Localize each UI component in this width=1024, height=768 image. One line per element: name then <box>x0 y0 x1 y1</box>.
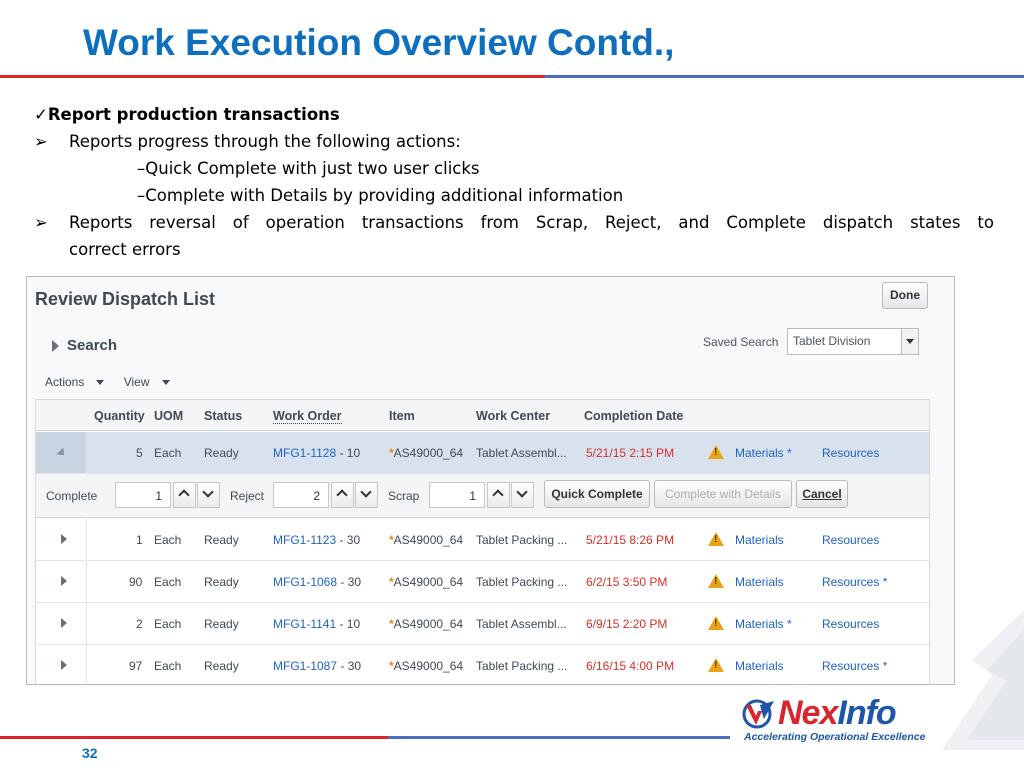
review-dispatch-screenshot <box>26 276 955 685</box>
bullet-heading-text: Report production transactions <box>47 105 340 124</box>
warning-icon <box>708 532 724 546</box>
status-cell: Ready <box>204 617 239 631</box>
logo-nex: Nex <box>778 694 838 732</box>
expand-triangle-icon <box>52 340 59 352</box>
row-collapse-toggle[interactable] <box>36 432 87 473</box>
search-disclosure[interactable] <box>52 337 117 354</box>
bullet-item-text: Reports progress through the following actions: <box>69 132 461 151</box>
caret-down-icon <box>96 380 104 385</box>
nexinfo-logo <box>742 694 946 746</box>
chevron-down-icon[interactable] <box>197 482 220 508</box>
table-row[interactable] <box>36 432 929 474</box>
item-marker: * <box>389 533 394 547</box>
caret-down-icon <box>162 380 170 385</box>
work-order-link[interactable]: MFG1-1123 <box>273 533 337 547</box>
work-order-link[interactable]: MFG1-1141 <box>273 617 337 631</box>
uom-cell: Each <box>154 533 182 547</box>
resources-link[interactable]: Resources * <box>822 659 888 673</box>
item-cell <box>389 659 463 673</box>
scrap-quantity-input[interactable]: 1 <box>429 482 485 508</box>
chevron-up-icon[interactable] <box>173 482 196 508</box>
complete-quantity-input[interactable]: 1 <box>115 482 171 508</box>
warning-icon <box>708 658 724 672</box>
view-menu-label: View <box>123 375 150 389</box>
row-expand-toggle[interactable] <box>36 603 87 644</box>
logo-info: Info <box>837 694 896 732</box>
slide-title: Work Execution Overview Contd., <box>83 22 675 63</box>
expand-triangle-icon <box>61 534 67 544</box>
page-title: Review Dispatch List <box>35 289 216 309</box>
work-center-cell: Tablet Assembl... <box>476 446 567 460</box>
actions-menu-label: Actions <box>45 375 85 389</box>
logo-wordmark <box>778 694 896 733</box>
completion-date-cell: 6/9/15 2:20 PM <box>586 617 668 631</box>
item-marker: * <box>389 446 394 460</box>
quantity-cell: 97 <box>129 659 143 673</box>
expand-triangle-icon <box>61 618 67 628</box>
resources-link[interactable]: Resources <box>822 533 880 547</box>
work-order-cell <box>273 446 360 460</box>
arrow-bullet-icon: ➢ <box>34 213 48 232</box>
chevron-down-icon[interactable] <box>901 329 918 354</box>
reject-quantity-input[interactable]: 2 <box>273 482 329 508</box>
complete-label: Complete <box>46 489 98 503</box>
scrap-label: Scrap <box>388 489 420 503</box>
item-cell <box>389 446 463 460</box>
bullet-list <box>34 101 994 263</box>
warning-icon <box>708 616 724 630</box>
page-number: 32 <box>82 745 98 761</box>
item-cell <box>389 533 463 547</box>
quantity-cell: 2 <box>136 617 143 631</box>
warning-icon <box>708 574 724 588</box>
row-expand-toggle[interactable] <box>36 561 87 602</box>
work-order-link[interactable]: MFG1-1068 <box>273 575 338 589</box>
item-value: AS49000_64 <box>393 446 464 460</box>
status-cell: Ready <box>204 446 239 460</box>
bullet-item <box>34 128 994 155</box>
reject-label: Reject <box>230 489 265 503</box>
status-cell: Ready <box>204 575 239 589</box>
logo-mark-icon <box>742 699 776 729</box>
bullet-item <box>34 209 994 236</box>
footer-rule-red <box>0 736 388 739</box>
item-marker: * <box>389 617 394 631</box>
item-cell <box>389 617 463 631</box>
bullet-item-text: Reports reversal of operation transactions from Scrap, Reject, and Complete dispatch states to <box>69 213 994 232</box>
item-value: AS49000_64 <box>393 617 464 631</box>
column-header-completion-date[interactable]: Completion Date <box>584 409 684 423</box>
operation-seq: - 10 <box>336 446 361 460</box>
work-center-cell: Tablet Packing ... <box>476 533 568 547</box>
expand-triangle-icon <box>61 660 67 670</box>
complete-with-details-button[interactable]: Complete with Details <box>654 480 792 508</box>
chevron-up-icon[interactable] <box>331 482 354 508</box>
materials-link[interactable]: Materials * <box>735 446 792 460</box>
saved-search-label: Saved Search <box>703 335 779 349</box>
cancel-button[interactable]: Cancel <box>796 480 848 508</box>
done-button[interactable]: Done <box>882 282 928 309</box>
uom-cell: Each <box>154 575 182 589</box>
table-header <box>36 399 929 431</box>
table-row[interactable] <box>36 519 929 561</box>
table-row[interactable] <box>36 645 929 685</box>
work-order-link[interactable]: MFG1-1128 <box>273 446 337 460</box>
quantity-cell: 90 <box>129 575 143 589</box>
table-row[interactable] <box>36 561 929 603</box>
sub-bullet: –Quick Complete with just two user clicks <box>137 159 480 178</box>
transaction-bar <box>36 474 929 518</box>
quantity-cell: 1 <box>136 533 143 547</box>
title-rule-red <box>0 75 545 78</box>
search-label: Search <box>67 337 118 354</box>
column-header-work-order[interactable]: Work Order <box>273 409 342 423</box>
completion-date-cell: 5/21/15 2:15 PM <box>586 446 675 460</box>
work-center-cell: Tablet Packing ... <box>476 659 568 673</box>
checkmark-icon: ✓ <box>34 105 48 124</box>
warning-icon <box>708 445 724 459</box>
materials-link[interactable]: Materials <box>735 659 784 673</box>
resources-link[interactable]: Resources <box>822 446 880 460</box>
column-header-item[interactable]: Item <box>389 409 415 423</box>
quick-complete-button[interactable]: Quick Complete <box>544 480 650 508</box>
collapse-triangle-icon <box>56 447 67 458</box>
expand-triangle-icon <box>61 576 67 586</box>
work-order-cell <box>273 575 361 589</box>
saved-search-value: Tablet Division <box>793 334 871 348</box>
column-header-uom[interactable]: UOM <box>154 409 184 423</box>
item-value: AS49000_64 <box>393 575 464 589</box>
column-header-work-center[interactable]: Work Center <box>476 409 551 423</box>
item-marker: * <box>389 659 394 673</box>
quantity-cell: 5 <box>136 446 143 460</box>
status-cell: Ready <box>204 533 239 547</box>
work-center-cell: Tablet Assembl... <box>476 617 567 631</box>
materials-link[interactable]: Materials <box>735 533 784 547</box>
logo-tagline: Accelerating Operational Excellence <box>744 731 926 743</box>
work-center-cell: Tablet Packing ... <box>476 575 568 589</box>
status-cell: Ready <box>204 659 239 673</box>
operation-seq: - 10 <box>336 617 361 631</box>
view-menu[interactable] <box>124 375 178 389</box>
item-value: AS49000_64 <box>393 659 464 673</box>
materials-link[interactable]: Materials <box>735 575 784 589</box>
completion-date-cell: 6/2/15 3:50 PM <box>586 575 668 589</box>
actions-menu[interactable] <box>45 375 112 389</box>
operation-seq: - 30 <box>337 575 362 589</box>
bullet-heading <box>34 101 994 128</box>
work-order-cell <box>273 617 360 631</box>
materials-link[interactable]: Materials * <box>735 617 792 631</box>
item-cell <box>389 575 463 589</box>
uom-cell: Each <box>154 446 182 460</box>
bullet-item-continuation: correct errors <box>69 240 181 259</box>
uom-cell: Each <box>154 617 182 631</box>
chevron-down-icon[interactable] <box>355 482 378 508</box>
work-order-cell <box>273 659 361 673</box>
column-header-status[interactable]: Status <box>204 409 243 423</box>
chevron-down-icon[interactable] <box>511 482 534 508</box>
column-header-quantity[interactable]: Quantity <box>94 409 145 423</box>
resources-link[interactable]: Resources <box>822 617 880 631</box>
arrow-bullet-icon: ➢ <box>34 132 48 151</box>
footer-rule-blue <box>388 736 730 739</box>
completion-date-cell: 5/21/15 8:26 PM <box>586 533 675 547</box>
item-marker: * <box>389 575 394 589</box>
title-rule-blue <box>545 75 1024 78</box>
chevron-up-icon[interactable] <box>487 482 510 508</box>
operation-seq: - 30 <box>337 659 362 673</box>
item-value: AS49000_64 <box>393 533 464 547</box>
work-order-link[interactable]: MFG1-1087 <box>273 659 338 673</box>
work-order-cell <box>273 533 360 547</box>
row-expand-toggle[interactable] <box>36 519 87 560</box>
table-row[interactable] <box>36 603 929 645</box>
dispatch-table <box>35 399 930 684</box>
uom-cell: Each <box>154 659 182 673</box>
sub-bullet: –Complete with Details by providing additional information <box>137 186 624 205</box>
resources-link[interactable]: Resources * <box>822 575 888 589</box>
row-expand-toggle[interactable] <box>36 645 87 685</box>
saved-search-select[interactable] <box>787 328 919 355</box>
toolbar-menus <box>45 375 186 389</box>
operation-seq: - 30 <box>336 533 361 547</box>
completion-date-cell: 6/16/15 4:00 PM <box>586 659 675 673</box>
